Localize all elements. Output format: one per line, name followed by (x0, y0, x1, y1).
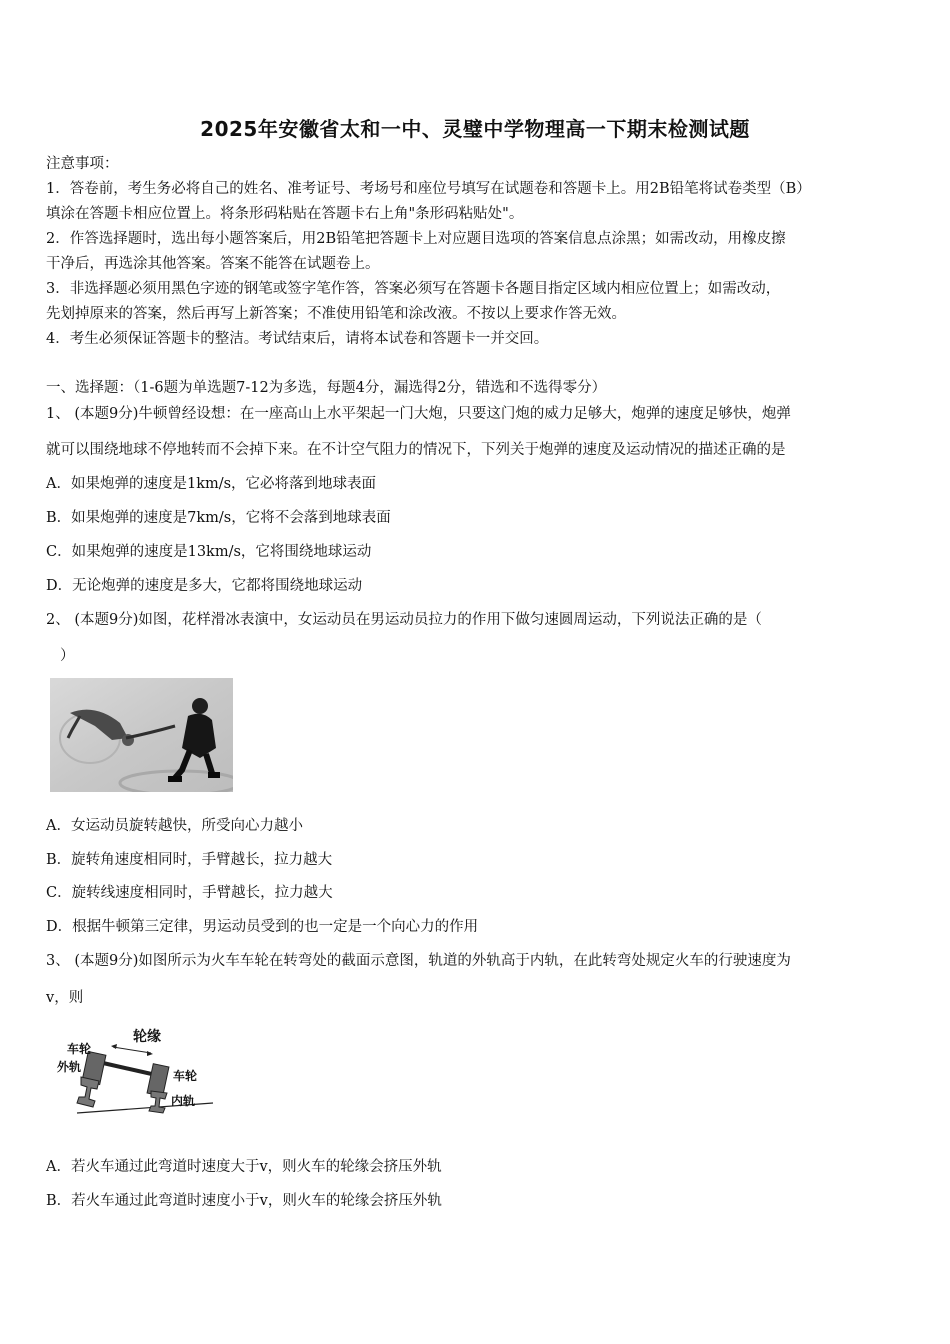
page-title: 2025年安徽省太和一中、灵璧中学物理高一下期末检测试题 (200, 117, 750, 141)
label-wheel-right: 车轮 (173, 1069, 198, 1083)
notice-line: 3．非选择题必须用黑色字迹的钢笔或签字笔作答，答案必须写在答题卡各题目指定区域内相应位置上；如需改动， (46, 281, 781, 297)
notice-line: 填涂在答题卡相应位置上。将条形码粘贴在答题卡右上角"条形码粘贴处"。 (46, 206, 524, 222)
question-3-stem-cont: v，则 (46, 990, 84, 1006)
question-2-stem-cont: ） (60, 648, 75, 664)
notice-line: 干净后，再选涂其他答案。答案不能答在试题卷上。 (46, 256, 380, 272)
question-1-stem: 1、 (本题9分)牛顿曾经设想：在一座高山上水平架起一门大炮，只要这门炮的威力足够大，炮弹的速度足够快，炮弹 (46, 406, 791, 422)
notice-line: 2．作答选择题时，选出每小题答案后，用2B铅笔把答题卡上对应题目选项的答案信息点涂黑；如需改动，用橡皮擦 (46, 231, 786, 247)
question-1-stem-cont: 就可以围绕地球不停地转而不会掉下来。在不计空气阻力的情况下，下列关于炮弹的速度及运动情况的描述正确的是 (46, 442, 786, 458)
section-heading: 一、选择题：（1-6题为单选题7-12为多选，每题4分，漏选得2分，错选和不选得零分） (46, 380, 607, 396)
question-1-option-a: A．如果炮弹的速度是1km/s，它必将落到地球表面 (46, 476, 377, 492)
notice-line: 1．答卷前，考生务必将自己的姓名、准考证号、考场号和座位号填写在试题卷和答题卡上。用2B铅笔将试卷类型（B） (46, 181, 811, 197)
question-2-option-b: B．旋转角速度相同时，手臂越长，拉力越大 (46, 852, 333, 868)
question-3-stem: 3、 (本题9分)如图所示为火车车轮在转弯处的截面示意图，轨道的外轨高于内轨，在此转弯处规定火车的行驶速度为 (46, 953, 791, 969)
label-flange: 轮缘 (133, 1029, 161, 1045)
question-2-option-a: A．女运动员旋转越快，所受向心力越小 (46, 818, 303, 834)
question-1-option-d: D．无论炮弹的速度是多大，它都将围绕地球运动 (46, 578, 363, 594)
question-2-option-d: D．根据牛顿第三定律，男运动员受到的也一定是一个向心力的作用 (46, 919, 479, 935)
question-3-option-a: A．若火车通过此弯道时速度大于v，则火车的轮缘会挤压外轨 (46, 1159, 442, 1175)
train-wheel-diagram (55, 1025, 215, 1125)
notice-line: 先划掉原来的答案，然后再写上新答案；不准使用铅笔和涂改液。不按以上要求作答无效。 (46, 306, 626, 322)
question-2-option-c: C．旋转线速度相同时，手臂越长，拉力越大 (46, 885, 333, 901)
question-1-option-b: B．如果炮弹的速度是7km/s，它将不会落到地球表面 (46, 510, 391, 526)
label-outer-rail: 外轨 (57, 1060, 82, 1074)
notice-line: 4．考生必须保证答题卡的整洁。考试结束后，请将本试卷和答题卡一并交回。 (46, 331, 549, 347)
figure-skating-photo (50, 678, 233, 792)
question-1-option-c: C．如果炮弹的速度是13km/s，它将围绕地球运动 (46, 544, 372, 560)
label-inner-rail: 内轨 (171, 1094, 196, 1108)
question-2-stem: 2、 (本题9分)如图，花样滑冰表演中，女运动员在男运动员拉力的作用下做匀速圆周运动，下列说法正确的是（ (46, 612, 762, 628)
label-wheel-left: 车轮 (67, 1042, 92, 1056)
notice-heading: 注意事项： (46, 156, 119, 172)
question-3-option-b: B．若火车通过此弯道时速度小于v，则火车的轮缘会挤压外轨 (46, 1193, 442, 1209)
